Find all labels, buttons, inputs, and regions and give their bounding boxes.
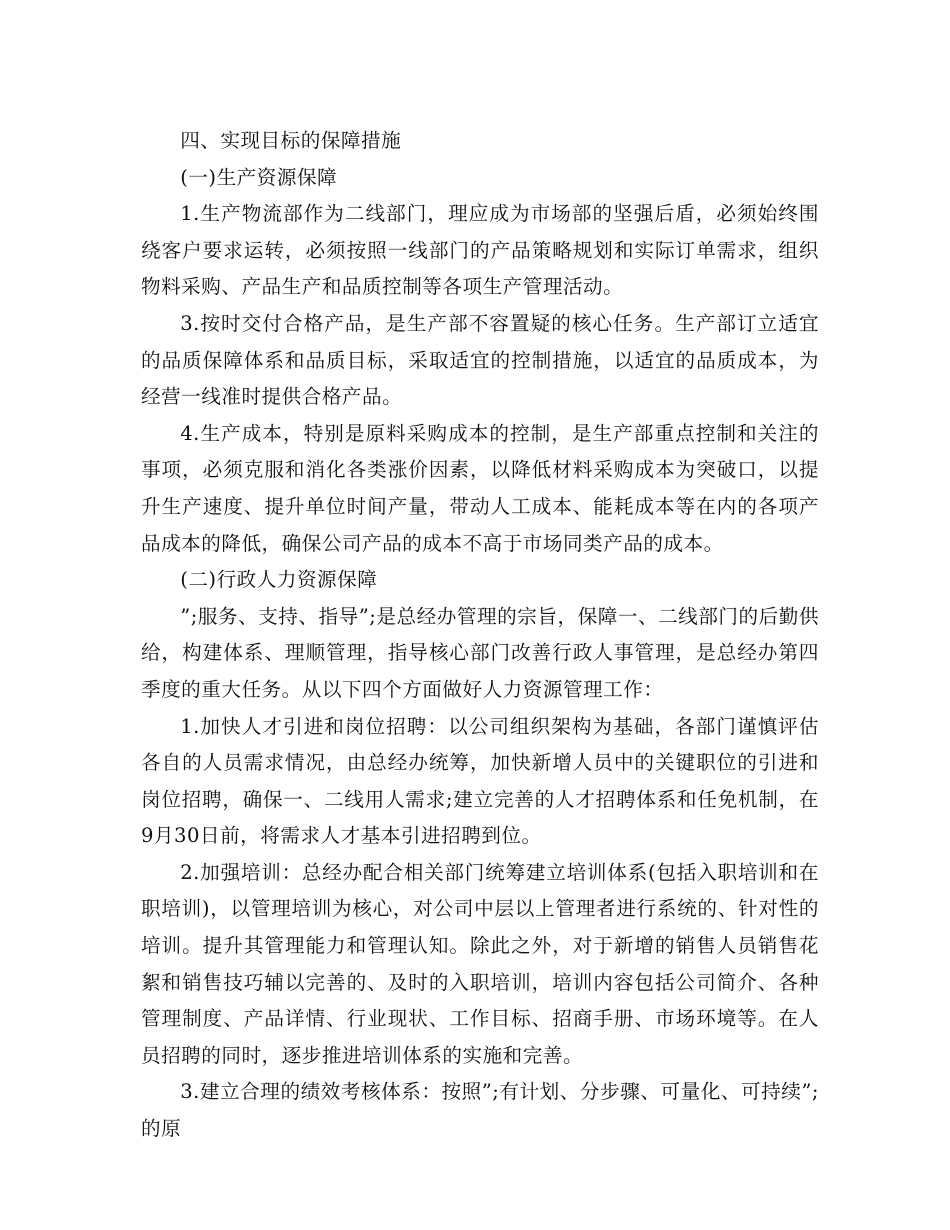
subsection-heading: (一)生产资源保障	[180, 165, 338, 189]
body-paragraph: 1.加快人才引进和岗位招聘：以公司组织架构为基础，各部门谨慎评估各自的人员需求情况，由总经办统筹，加快新增人员中的关键职位的引进和岗位招聘，确保一、二线用人需求;建立完善的人才招聘体系和任免机制，在9月30日前，将需求人才基本引进招聘到位。	[141, 714, 819, 848]
document-body	[141, 123, 819, 1148]
body-paragraph: 3.建立合理的绩效考核体系：按照”;有计划、分步骤、可量化、可持续”;的原	[141, 1080, 819, 1141]
body-paragraph: 3.按时交付合格产品，是生产部不容置疑的核心任务。生产部订立适宜的品质保障体系和品质目标，采取适宜的控制措施，以适宜的品质成本，为经营一线准时提供合格产品。	[141, 311, 819, 409]
body-paragraph: ”;服务、支持、指导”;是总经办管理的宗旨，保障一、二线部门的后勤供给，构建体系、理顺管理，指导核心部门改善行政人事管理，是总经办第四季度的重大任务。从以下四个方面做好人力资源管理工作：	[141, 604, 819, 701]
section-heading: 四、实现目标的保障措施	[180, 129, 402, 152]
body-paragraph: 2.加强培训：总经办配合相关部门统筹建立培训体系(包括入职培训和在职培训)，以管理培训为核心，对公司中层以上管理者进行系统的、针对性的培训。提升其管理能力和管理认知。除此之外，对于新增的销售人员销售花絮和销售技巧辅以完善的、及时的入职培训，培训内容包括公司简介、各种管理制度、产品详情、行业现状、工作目标、招商手册、市场环境等。在人员招聘的同时，逐步推进培训体系的实施和完善。	[141, 860, 819, 1067]
body-paragraph: 4.生产成本，特别是原料采购成本的控制，是生产部重点控制和关注的事项，必须克服和消化各类涨价因素，以降低材料采购成本为突破口，以提升生产速度、提升单位时间产量，带动人工成本、能耗成本等在内的各项产品成本的降低，确保公司产品的成本不高于市场同类产品的成本。	[141, 421, 819, 555]
subsection-heading: (二)行政人力资源保障	[180, 568, 378, 592]
body-paragraph: 1.生产物流部作为二线部门，理应成为市场部的坚强后盾，必须始终围绕客户要求运转，必须按照一线部门的产品策略规划和实际订单需求，组织物料采购、产品生产和品质控制等各项生产管理活动。	[141, 202, 819, 299]
